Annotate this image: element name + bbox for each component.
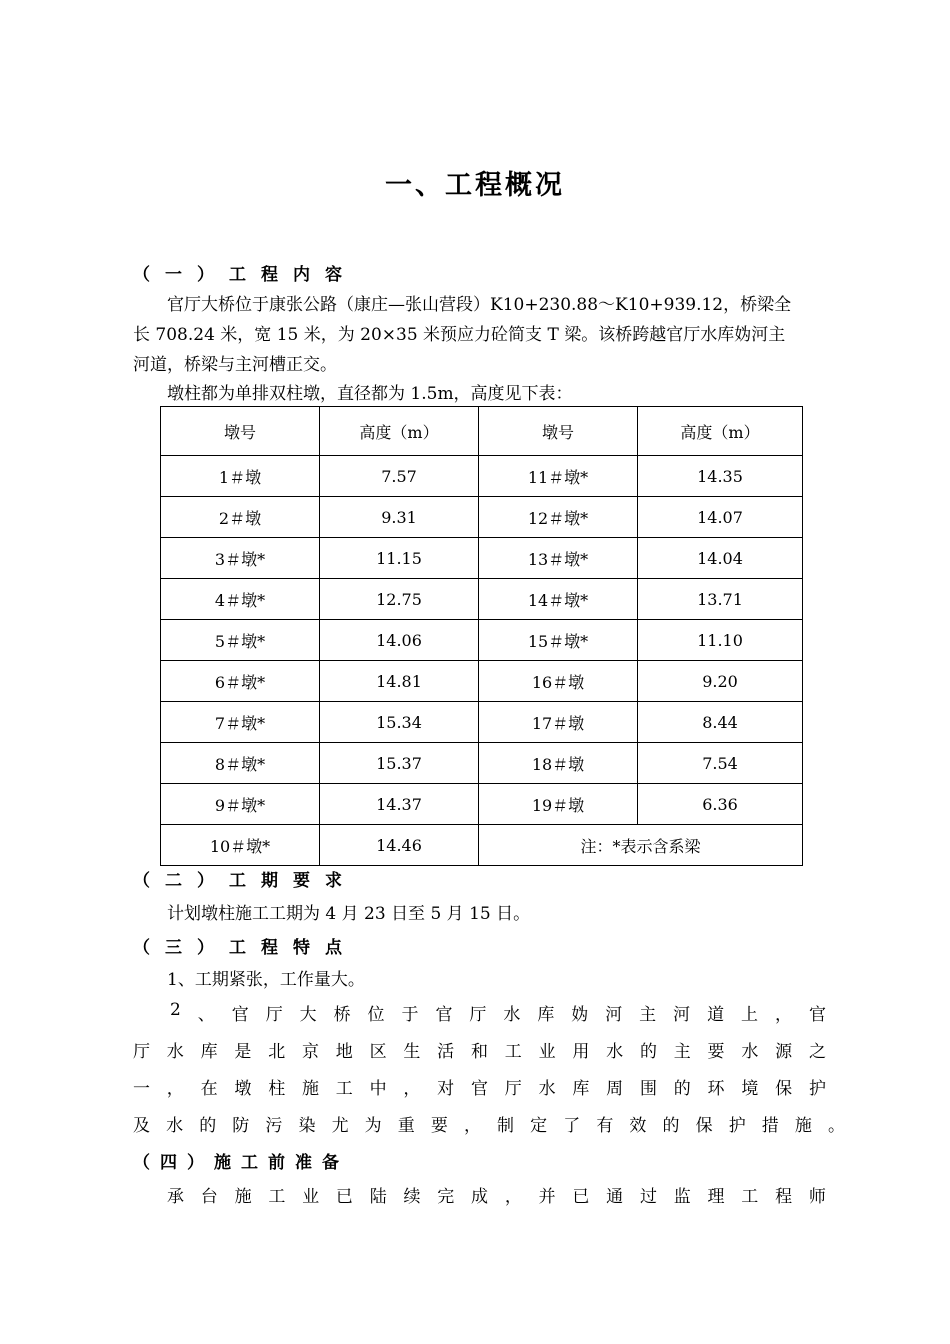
table-cell: 19＃墩	[479, 784, 638, 825]
table-cell: 2＃墩	[161, 497, 320, 538]
section-heading-preparation: （四）施工前准备	[133, 1153, 349, 1173]
feature-line: 一 ， 在 墩 柱 施 工 中 ， 对 官 厅 水 库 周 围 的 环 境 保 护	[133, 1079, 826, 1099]
table-cell: 17＃墩	[479, 702, 638, 743]
pier-height-table	[160, 406, 803, 866]
table-row	[161, 579, 803, 620]
table-cell: 8.44	[638, 702, 803, 743]
table-cell: 9＃墩*	[161, 784, 320, 825]
justified-line	[133, 1037, 826, 1062]
table-row	[161, 743, 803, 784]
header-cell: 墩号	[161, 407, 320, 456]
table-cell: 4＃墩*	[161, 579, 320, 620]
table-cell: 14.06	[320, 620, 479, 661]
justified-line	[133, 1074, 826, 1099]
feature-line: 及 水 的 防 污 染 尤 为 重 要 ， 制 定 了 有 效 的 保 护 措 施 。	[133, 1116, 845, 1136]
table-cell: 5＃墩*	[161, 620, 320, 661]
table-row	[161, 620, 803, 661]
header-cell: 高度（m）	[638, 407, 803, 456]
table-cell: 11.10	[638, 620, 803, 661]
table-cell: 1＃墩	[161, 456, 320, 497]
table-cell: 8＃墩*	[161, 743, 320, 784]
table-cell: 9.31	[320, 497, 479, 538]
table-cell: 10＃墩*	[161, 825, 320, 866]
table-row	[161, 661, 803, 702]
table-cell: 7.57	[320, 456, 479, 497]
paragraph-line: 1、工期紧张，工作量大。	[167, 970, 365, 990]
paragraph-line: 长 708.24 米，宽 15 米，为 20×35 米预应力砼简支 T 梁。该桥跨越官厅水库妫河主	[133, 325, 786, 345]
table-cell: 14.07	[638, 497, 803, 538]
table-cell: 13.71	[638, 579, 803, 620]
table-cell: 14.35	[638, 456, 803, 497]
section-heading-content: （一）工程内容	[133, 265, 357, 285]
table-cell: 15＃墩*	[479, 620, 638, 661]
prep-line: 承 台 施 工 业 已 陆 续 完 成 ， 并 已 通 过 监 理 工 程 师	[167, 1187, 826, 1207]
header-cell: 高度（m）	[320, 407, 479, 456]
table-cell: 14.46	[320, 825, 479, 866]
table-row	[161, 538, 803, 579]
table-cell: 12＃墩*	[479, 497, 638, 538]
paragraph-line: 计划墩柱施工工期为 4 月 23 日至 5 月 15 日。	[167, 904, 531, 924]
table-cell: 14.81	[320, 661, 479, 702]
table-cell: 9.20	[638, 661, 803, 702]
table-cell: 11＃墩*	[479, 456, 638, 497]
table-cell: 7＃墩*	[161, 702, 320, 743]
table-cell: 6.36	[638, 784, 803, 825]
table-cell: 6＃墩*	[161, 661, 320, 702]
header-cell: 墩号	[479, 407, 638, 456]
table-cell: 14.04	[638, 538, 803, 579]
table-cell: 11.15	[320, 538, 479, 579]
paragraph-line: 河道，桥梁与主河槽正交。	[133, 355, 337, 375]
section-heading-features: （三）工程特点	[133, 938, 357, 958]
paragraph-line: 官厅大桥位于康张公路（康庄—张山营段）K10+230.88～K10+939.12，桥梁全	[167, 295, 792, 315]
table-cell: 15.34	[320, 702, 479, 743]
table-cell: 13＃墩*	[479, 538, 638, 579]
table-row	[161, 784, 803, 825]
table-header-row	[161, 407, 803, 456]
table-cell: 14＃墩*	[479, 579, 638, 620]
table-cell: 14.37	[320, 784, 479, 825]
table-cell: 15.37	[320, 743, 479, 784]
table-row	[161, 456, 803, 497]
feature-line: 厅 水 库 是 北 京 地 区 生 活 和 工 业 用 水 的 主 要 水 源 之	[133, 1042, 826, 1062]
section-heading-schedule: （二）工期要求	[133, 871, 357, 891]
table-cell: 7.54	[638, 743, 803, 784]
table-cell: 18＃墩	[479, 743, 638, 784]
table-row	[161, 702, 803, 743]
table-cell: 16＃墩	[479, 661, 638, 702]
justified-line	[167, 1182, 826, 1207]
justified-line	[133, 1111, 845, 1136]
table-cell: 3＃墩*	[161, 538, 320, 579]
table-row	[161, 825, 803, 866]
feature-line: 2 、 官 厅 大 桥 位 于 官 厅 水 库 妫 河 主 河 道 上 ， 官	[170, 1000, 826, 1025]
table-row	[161, 497, 803, 538]
justified-line	[170, 1000, 826, 1025]
table-cell: 12.75	[320, 579, 479, 620]
page-title: 一、工程概况	[385, 170, 565, 201]
table-note: 注：*表示含系梁	[479, 825, 803, 866]
paragraph-line: 墩柱都为单排双柱墩，直径都为 1.5m，高度见下表：	[167, 384, 573, 404]
